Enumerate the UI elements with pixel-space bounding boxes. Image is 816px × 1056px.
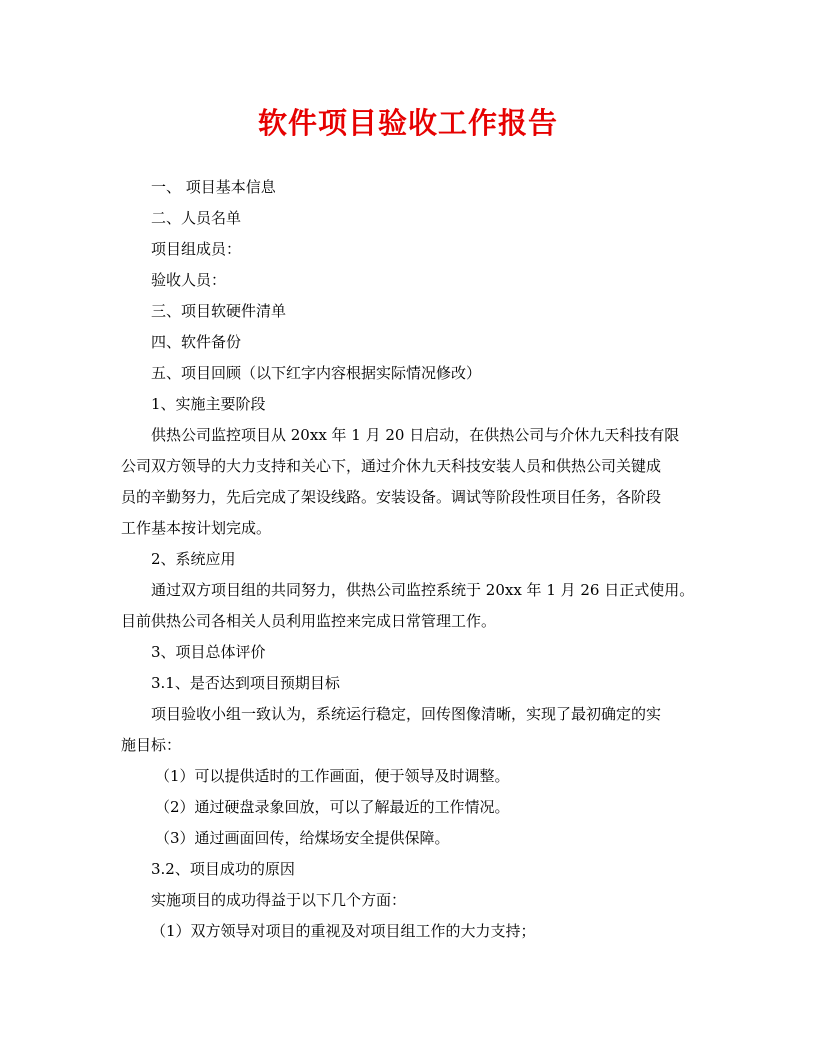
paragraph-1-line-3: 员的辛勤努力，先后完成了架设线路。安装设备。调试等阶段性项目任务，各阶段 bbox=[121, 488, 662, 506]
list-item: （3）通过画面回传，给煤场安全提供保障。 bbox=[155, 829, 450, 847]
paragraph-3-line-1: 项目验收小组一致认为，系统运行稳定，回传图像清晰，实现了最初确定的实 bbox=[151, 705, 662, 723]
paragraph-2-line-1: 通过双方项目组的共同努力，供热公司监控系统于 20xx 年 1 月 26 日正式使用。 bbox=[151, 581, 695, 599]
section-heading-1: 一、 项目基本信息 bbox=[151, 178, 276, 196]
list-item: （2）通过硬盘录象回放，可以了解最近的工作情况。 bbox=[155, 798, 510, 816]
list-item: （1）双方领导对项目的重视及对项目组工作的大力支持； bbox=[151, 922, 536, 940]
document-title: 软件项目验收工作报告 bbox=[257, 106, 558, 140]
paragraph-2-line-2: 目前供热公司各相关人员利用监控来完成日常管理工作。 bbox=[121, 612, 497, 630]
subsection-heading-2: 2、系统应用 bbox=[151, 550, 236, 568]
section-heading-5: 五、项目回顾（以下红字内容根据实际情况修改） bbox=[151, 364, 482, 382]
paragraph-1-line-4: 工作基本按计划完成。 bbox=[121, 519, 272, 537]
subsection-heading-3-2: 3.2、项目成功的原因 bbox=[151, 860, 295, 878]
subsection-heading-3: 3、项目总体评价 bbox=[151, 643, 266, 661]
paragraph-3-line-2: 施目标： bbox=[121, 736, 182, 754]
list-item: （1）可以提供适时的工作画面，便于领导及时调整。 bbox=[155, 767, 510, 785]
document-body bbox=[121, 172, 697, 947]
paragraph-1-line-2: 公司双方领导的大力支持和关心下，通过介休九天科技安装人员和供热公司关键成 bbox=[121, 457, 662, 475]
project-team-label: 项目组成员： bbox=[151, 240, 242, 258]
section-heading-4: 四、软件备份 bbox=[151, 333, 242, 351]
subsection-heading-3-1: 3.1、是否达到项目预期目标 bbox=[151, 674, 340, 692]
paragraph-1-line-1: 供热公司监控项目从 20xx 年 1 月 20 日启动，在供热公司与介休九天科技有限 bbox=[151, 426, 680, 444]
section-heading-2: 二、人员名单 bbox=[151, 209, 242, 227]
section-heading-3: 三、项目软硬件清单 bbox=[151, 302, 287, 320]
acceptance-staff-label: 验收人员： bbox=[151, 271, 227, 289]
paragraph-4: 实施项目的成功得益于以下几个方面： bbox=[151, 891, 407, 909]
subsection-heading-1: 1、实施主要阶段 bbox=[151, 395, 266, 413]
